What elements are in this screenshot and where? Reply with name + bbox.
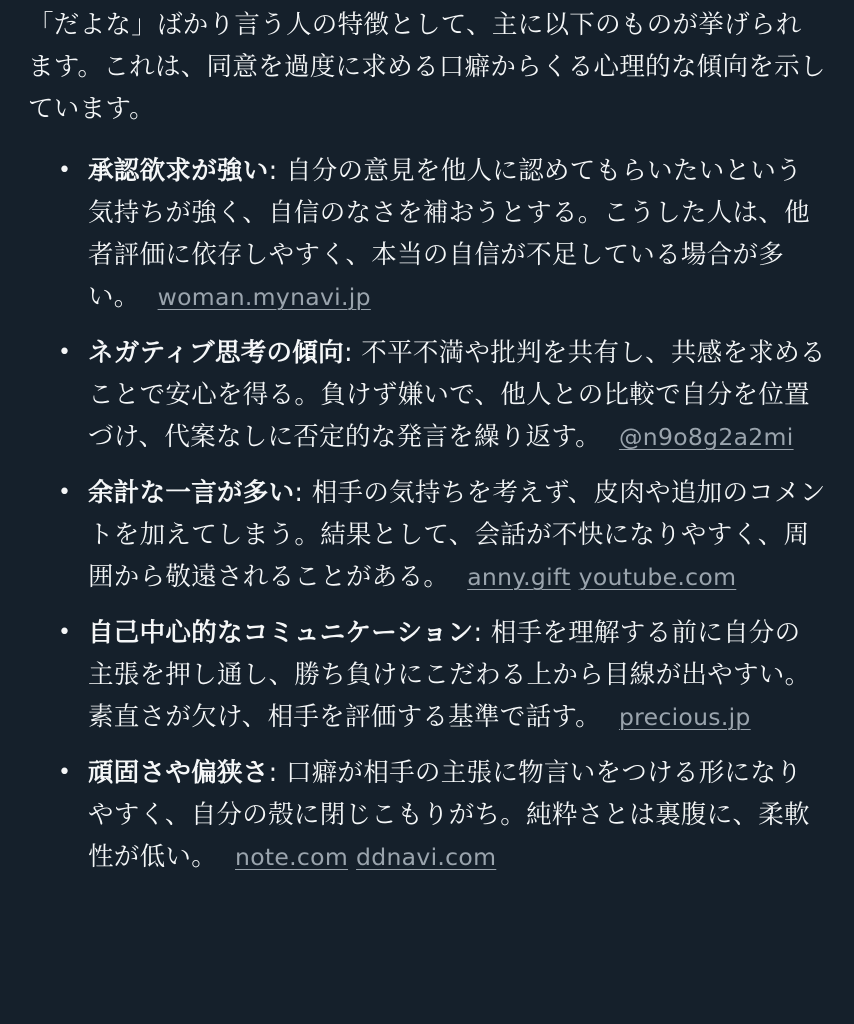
- source-link[interactable]: ddnavi.com: [356, 843, 497, 871]
- bullet-icon: •: [58, 620, 72, 645]
- trait-term: ネガティブ思考の傾向: [88, 338, 344, 368]
- trait-term: 頑固さや偏狭さ: [88, 758, 269, 788]
- term-separator: :: [294, 478, 312, 508]
- trait-term: 承認欲求が強い: [88, 156, 269, 186]
- source-link[interactable]: anny.gift: [467, 563, 571, 591]
- list-item: [28, 612, 826, 738]
- source-link[interactable]: woman.mynavi.jp: [157, 283, 371, 311]
- bullet-icon: •: [58, 158, 72, 183]
- trait-term: 余計な一言が多い: [88, 478, 295, 508]
- source-link[interactable]: youtube.com: [578, 563, 737, 591]
- list-item: [28, 150, 826, 318]
- source-link[interactable]: precious.jp: [618, 703, 751, 731]
- intro-paragraph: 「だよな」ばかり言う人の特徴として、主に以下のものが挙げられます。これは、同意を過度に求める口癖からくる心理的な傾向を示しています。: [28, 10, 826, 124]
- list-item: [28, 332, 826, 458]
- trait-description: 相手を理解する前に自分の主張を押し通し、勝ち負けにこだわる上から目線が出やすい。素直さが欠け、相手を評価する基準で話す。: [88, 618, 811, 732]
- term-separator: :: [473, 618, 491, 648]
- trait-description: 相手の気持ちを考えず、皮肉や追加のコメントを加えてしまう。結果として、会話が不快になりやすく、周囲から敬遠されることがある。: [88, 478, 826, 592]
- trait-description: 自分の意見を他人に認めてもらいたいという気持ちが強く、自信のなさを補おうとする。こうした人は、他者評価に依存しやすく、本当の自信が不足している場合が多い。: [88, 156, 810, 312]
- trait-description: 不平不満や批判を共有し、共感を求めることで安心を得る。負けず嫌いで、他人との比較で自分を位置づけ、代案なしに否定的な発言を繰り返す。: [88, 338, 826, 452]
- trait-description: 口癖が相手の主張に物言いをつける形になりやすく、自分の殻に閉じこもりがち。純粋さとは裏腹に、柔軟性が低い。: [88, 758, 810, 872]
- bullet-icon: •: [58, 760, 72, 785]
- term-separator: :: [343, 338, 362, 368]
- source-link[interactable]: note.com: [235, 843, 349, 871]
- term-separator: :: [268, 156, 286, 186]
- bullet-icon: •: [58, 340, 72, 365]
- term-separator: :: [268, 758, 286, 788]
- trait-list: [28, 150, 826, 878]
- trait-term: 自己中心的なコミュニケーション: [88, 618, 474, 648]
- list-item: [28, 472, 826, 598]
- source-link[interactable]: @n9o8g2a2mi: [618, 423, 794, 451]
- bullet-icon: •: [58, 480, 72, 505]
- list-item: [28, 752, 826, 878]
